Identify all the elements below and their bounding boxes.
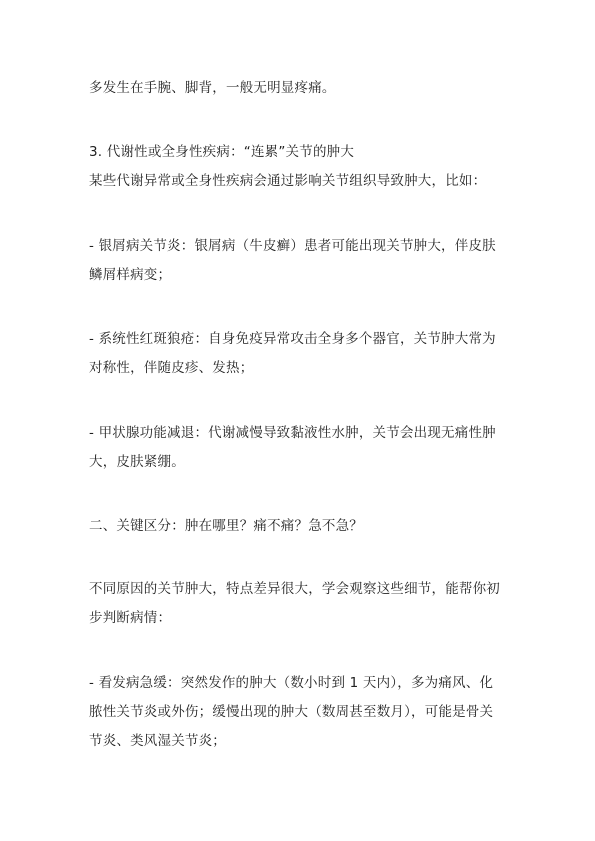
- text-line-5: 鳞屑样病变；: [89, 267, 172, 283]
- list-item-onset-speed: - 看发病急缓：突然发作的肿大（数小时到 1 天内），多为痛风、化: [89, 675, 494, 691]
- text-line-3: 某些代谢异常或全身性疾病会通过影响关节组织导致肿大，比如：: [89, 173, 487, 189]
- text-line-1: 多发生在手腕、脚背，一般无明显疼痛。: [89, 80, 336, 96]
- section-heading-3: 3. 代谢性或全身性疾病：“连累”关节的肿大: [89, 144, 355, 160]
- list-item-hypothyroidism: - 甲状腺功能减退：代谢减慢导致黏液性水肿，关节会出现无痛性肿: [89, 425, 496, 441]
- list-item-lupus: - 系统性红斑狼疮：自身免疫异常攻击全身多个器官，关节肿大常为: [89, 331, 496, 347]
- text-line-14: 脓性关节炎或外伤；缓慢出现的肿大（数周甚至数月），可能是骨关: [89, 704, 494, 720]
- list-item-psoriatic-arthritis: - 银屑病关节炎：银屑病（牛皮癣）患者可能出现关节肿大，伴皮肤: [89, 238, 496, 254]
- text-line-11: 不同原因的关节肿大，特点差异很大，学会观察这些细节，能帮你初: [89, 581, 500, 597]
- text-line-12: 步判断病情：: [89, 610, 172, 626]
- section-heading-2: 二、关键区分：肿在哪里？痛不痛？急不急？: [89, 518, 363, 534]
- text-line-15: 节炎、类风湿关节炎；: [89, 733, 226, 749]
- text-line-7: 对称性，伴随皮疹、发热；: [89, 360, 254, 376]
- text-line-9: 大，皮肤紧绷。: [89, 454, 185, 470]
